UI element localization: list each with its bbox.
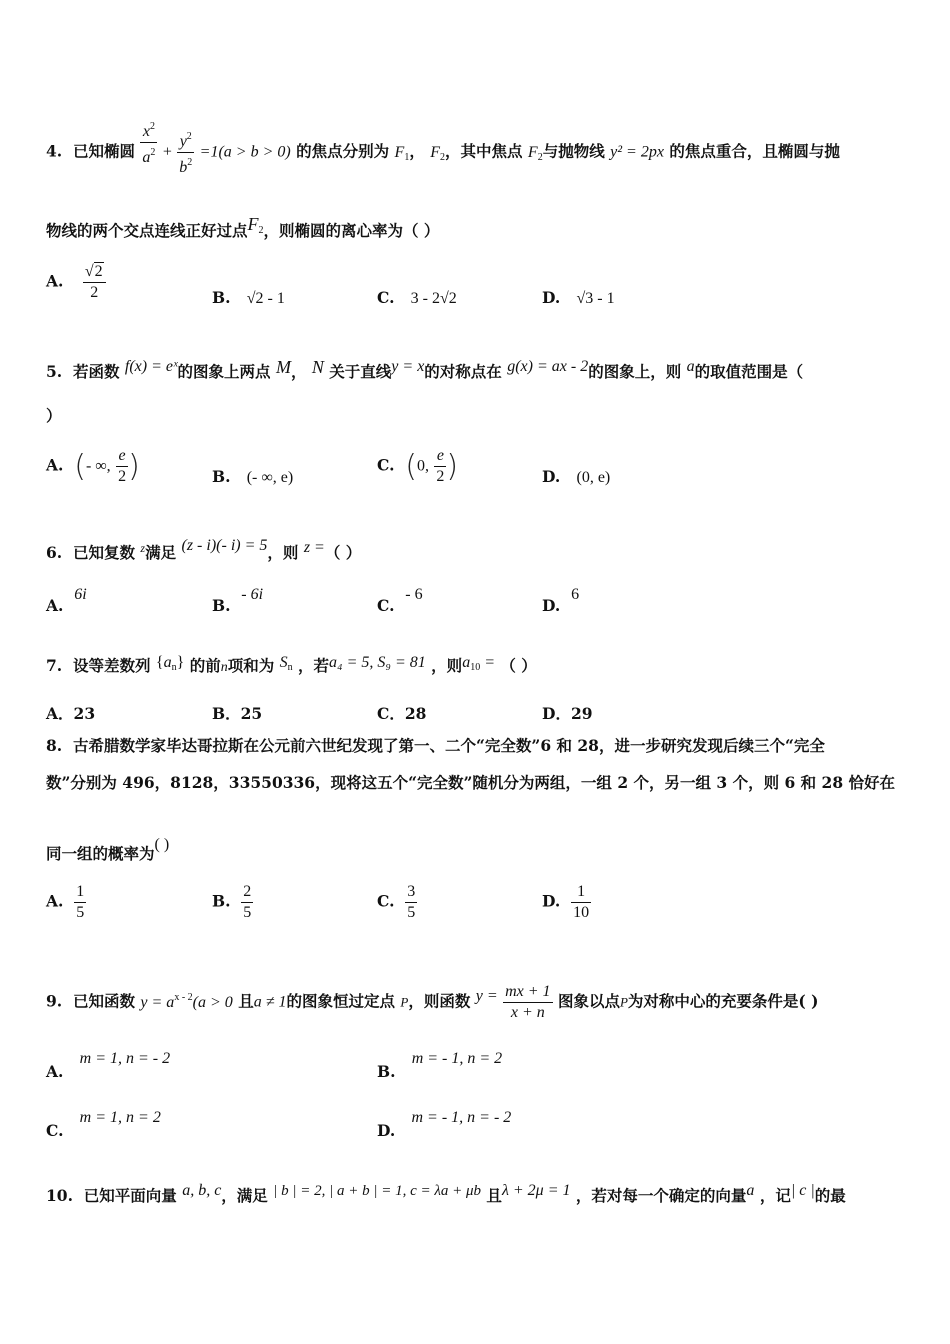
- q8-option-a: A. $\frac{1}{5}$: [46, 883, 85, 921]
- q5-option-b: B. (- ∞, e): [212, 467, 294, 486]
- q5-line-1: 5. 若函数 f(x) = eˣ的图象上两点 M， N 关于直线y = x的对称点在 g(x) = ax - 2的图象上，则 a的取值范围是（: [46, 357, 804, 381]
- q4-option-a: A. $\frac{√2}{2}$: [46, 262, 106, 303]
- q8-option-b: B. $\frac{2}{5}$: [212, 883, 252, 921]
- q5-option-a: A. (- ∞, $\frac{e}{2}$ ): [46, 447, 140, 485]
- q4-line-2: 物线的两个交点连线正好过点$F_2$，则椭圆的离心率为（ ）: [46, 214, 440, 240]
- q9-option-c: C. m = 1, n = 2: [46, 1109, 161, 1140]
- q6-option-d: D. 6: [542, 586, 580, 615]
- q7-line-1: 7. 设等差数列 $\{a_n\}$ 的前n项和为 $S_n$ ，若a₄ = 5, S₉ = 81 ，则$a_{10}$ = （ ）: [46, 654, 537, 675]
- q7-option-b: B．25: [212, 704, 263, 723]
- q9-option-d: D. m = - 1, n = - 2: [377, 1109, 512, 1140]
- q4-line-1: 4. 已知椭圆 $\frac{x^2}{a^2}$ + $\frac{y^2}{b^2}$ =1(a > b > 0) 的焦点分别为 $F_1$， $F_2$，其中焦点 $F_2$与抛物线 y² = 2px 的焦点重合，且椭圆与抛: [46, 127, 840, 178]
- q8-line-3: 同一组的概率为( ): [46, 836, 170, 863]
- q9-option-b: B. m = - 1, n = 2: [377, 1050, 503, 1081]
- q8-line-2: 数”分别为 496，8128，33550336，现将这五个“完全数”随机分为两组，一组 2 个，另一组 3 个，则 6 和 28 恰好在: [46, 773, 896, 792]
- q9-option-a: A. m = 1, n = - 2: [46, 1050, 171, 1081]
- q6-option-a: A. 6i: [46, 586, 87, 615]
- q4-option-b: B. √2 - 1: [212, 288, 285, 307]
- q10-line-1: 10. 已知平面向量 a, b, c，满足 | b | = 2, | a + b | = 1, c = λa + μb 且λ + 2μ = 1 ，若对每一个确定的向量a ，记| c |的最: [46, 1182, 846, 1205]
- q8-line-1: 8. 古希腊数学家毕达哥拉斯在公元前六世纪发现了第一、二个“完全数”6 和 28，进一步研究发现后续三个“完全: [46, 736, 825, 755]
- q9-line-1: 9. 已知函数 $y = a^{x - 2}(a > 0$ 且a ≠ 1的图象恒过定点 P，则函数 y = $\frac{mx + 1}{x + n}$ 图象以点P为对称中心的充要条件是( ): [46, 983, 819, 1021]
- q4-ellipse-eq: =1(a > b > 0): [199, 143, 291, 161]
- q6-line-1: 6. 已知复数 $^z$满足 (z - i)(- i) = 5，则 z =（ ）: [46, 537, 362, 562]
- q5-option-c: C. (0, $\frac{e}{2}$ ): [377, 447, 459, 485]
- q8-option-c: C. $\frac{3}{5}$: [377, 883, 416, 921]
- q7-option-a: A．23: [46, 704, 96, 723]
- q6-option-c: C. - 6: [377, 586, 423, 615]
- q6-option-b: B. - 6i: [212, 586, 264, 615]
- q8-option-d: D. $\frac{1}{10}$: [542, 883, 590, 921]
- q5-option-d: D. (0, e): [542, 467, 611, 486]
- q4-parabola: y² = 2px: [610, 143, 664, 161]
- q4-option-c: C. 3 - 2√2: [377, 288, 457, 307]
- q7-option-d: D．29: [542, 704, 593, 723]
- q7-option-c: C．28: [377, 704, 427, 723]
- q5-line-2: ）: [46, 406, 62, 425]
- q4-option-d: D. √3 - 1: [542, 288, 615, 307]
